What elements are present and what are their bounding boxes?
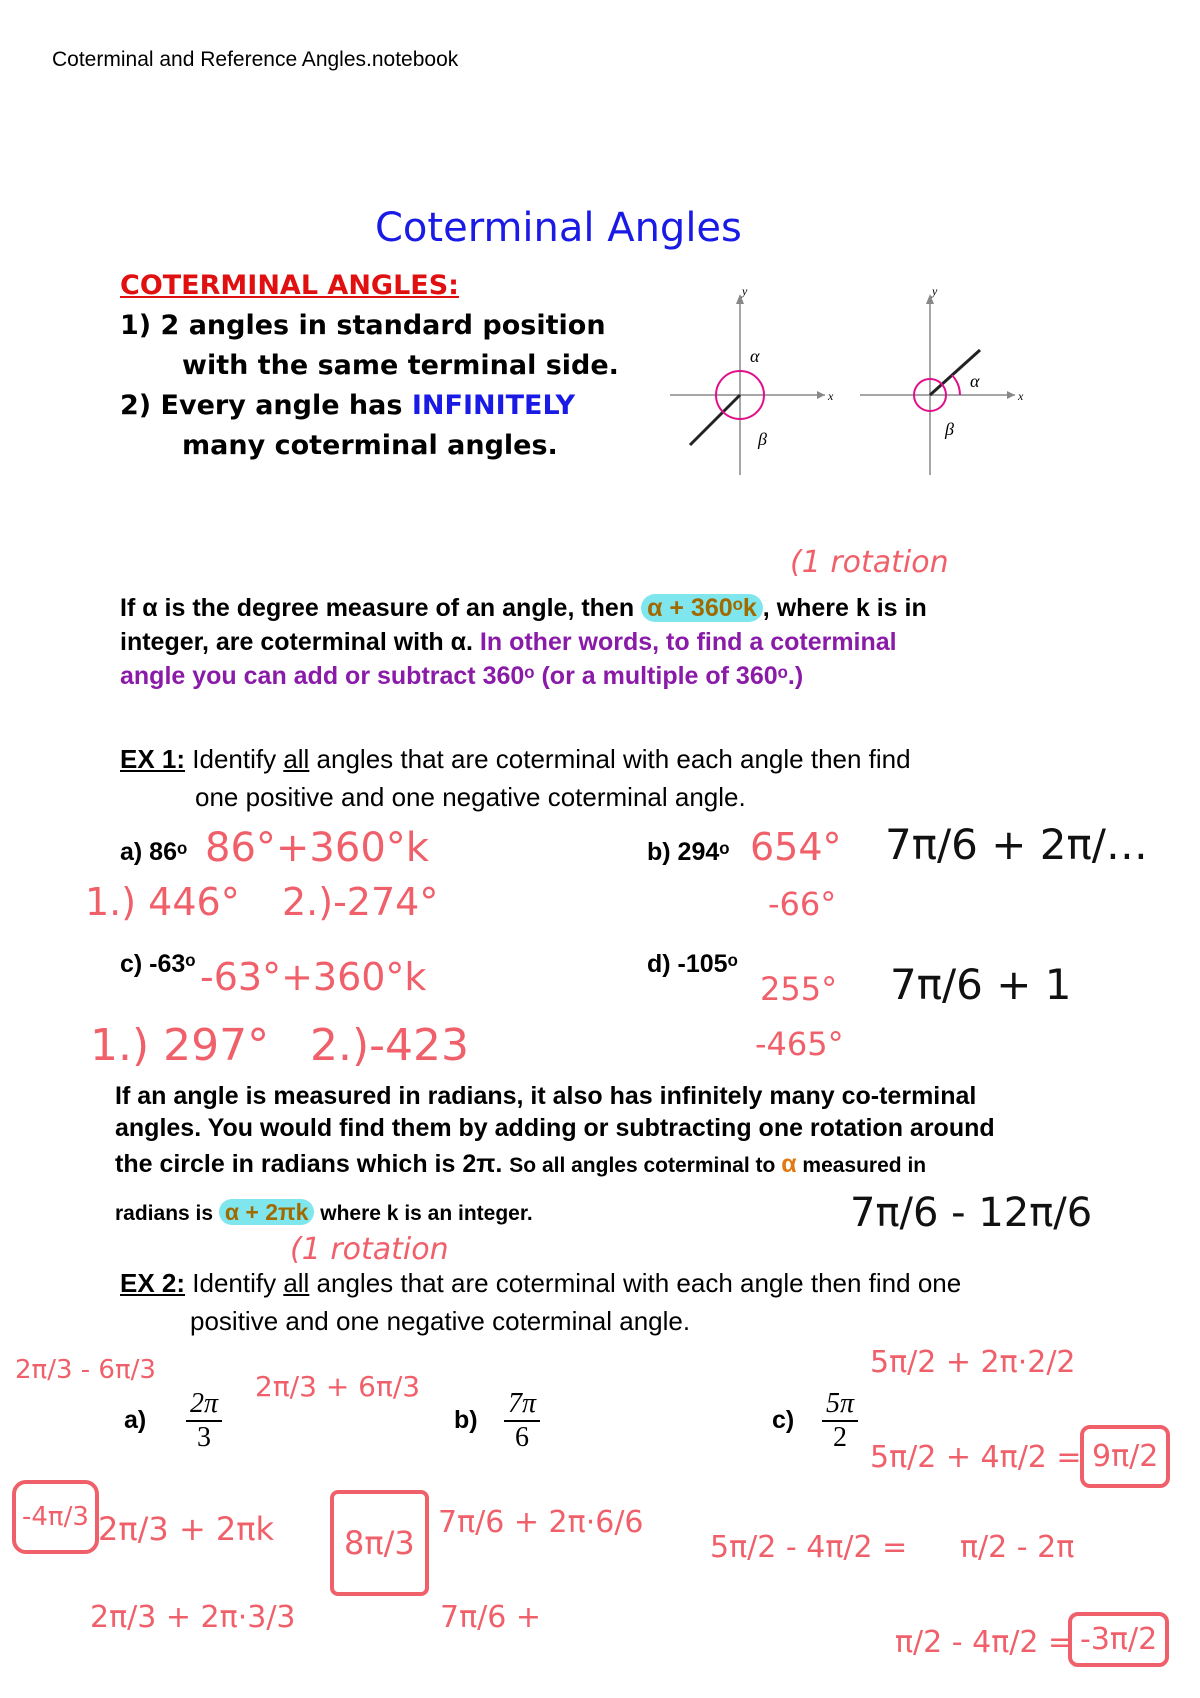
- definition-line1: 1) 2 angles in standard position: [120, 310, 606, 341]
- ex1-item-b: b) 294ᵒ: [647, 838, 730, 866]
- fraction-denominator: 3: [197, 1422, 212, 1453]
- ex2-label: EX 2:: [120, 1268, 186, 1298]
- definition-line3: [120, 390, 575, 421]
- radian-rule-line1: If an angle is measured in radians, it also has infinitely many co-terminal: [115, 1082, 977, 1110]
- ex2-item-a-fraction: [186, 1388, 222, 1454]
- ex2-prompt-line2: positive and one negative coterminal angle.: [190, 1306, 691, 1336]
- handwritten-ex2c-equation5: π/2 - 4π/2 =: [895, 1625, 1074, 1660]
- handwritten-ex1a-negative: 2.)-274°: [282, 880, 439, 924]
- ex2-text: angles that are coterminal with each angle then find one: [309, 1268, 962, 1298]
- handwritten-ex1c-negative: 2.)-423: [310, 1020, 470, 1071]
- ex1-prompt: [120, 744, 911, 775]
- definition-line4: many coterminal angles.: [182, 430, 558, 461]
- handwritten-ex2c-equation3: 5π/2 - 4π/2 =: [710, 1530, 908, 1565]
- alpha-label: α: [750, 346, 760, 366]
- handwritten-ex2c-equation2: 5π/2 + 4π/2 =: [870, 1440, 1082, 1475]
- radian-rule-small: measured in: [796, 1154, 927, 1177]
- ex2-item-b-label: b): [454, 1406, 478, 1434]
- ex1-item-d: d) -105ᵒ: [647, 950, 738, 978]
- beta-label: β: [945, 419, 954, 439]
- diagram-left: [670, 284, 834, 475]
- handwritten-ex2c-negative-boxed: -3π/2: [1068, 1612, 1169, 1667]
- radian-rule-text: where k is an integer.: [314, 1202, 533, 1225]
- definition-heading: [120, 270, 459, 301]
- ex1-item-a: a) 86ᵒ: [120, 838, 188, 866]
- radian-rule-alpha: α: [781, 1150, 797, 1178]
- handwritten-black-note3: 7π/6 - 12π/6: [850, 1190, 1093, 1236]
- handwritten-black-note2: 7π/6 + 1: [890, 960, 1072, 1009]
- x-axis-label: x: [1018, 389, 1024, 403]
- diagram-right: [860, 284, 1024, 475]
- y-axis-label: y: [932, 284, 938, 298]
- handwritten-ex2c-equation4: π/2 - 2π: [960, 1530, 1075, 1565]
- ex2-item-a-label: a): [124, 1406, 147, 1434]
- handwritten-ex1a-positive: 1.) 446°: [85, 880, 240, 924]
- handwritten-black-note1: 7π/6 + 2π/…: [885, 820, 1148, 869]
- coterminal-diagram: [660, 280, 1040, 480]
- ex1-text-underline: all: [283, 744, 310, 774]
- fraction-denominator: 2: [833, 1422, 848, 1453]
- degree-rule-purple: In other words, to find a coterminal: [479, 628, 897, 656]
- ex2-text: Identify: [185, 1268, 284, 1298]
- ex1-label: EX 1:: [120, 744, 186, 774]
- degree-formula-highlight: α + 360ᵒk: [641, 594, 763, 622]
- fraction-numerator: 7π: [504, 1388, 540, 1422]
- degree-rule-line1: [120, 594, 927, 623]
- handwritten-rotation-note-2: (1 rotation: [290, 1232, 449, 1267]
- alpha-label: α: [970, 371, 980, 391]
- handwritten-ex2a-positive-boxed: 8π/3: [330, 1490, 429, 1596]
- degree-rule-text: integer, are coterminal with α.: [120, 628, 480, 656]
- beta-label: β: [758, 429, 767, 449]
- radian-rule-text: the circle in radians which is 2π.: [115, 1150, 510, 1178]
- handwritten-ex1c-equation: -63°+360°k: [200, 955, 427, 999]
- infinitely-text: INFINITELY: [411, 390, 576, 421]
- degree-rule-text: , where k is in: [762, 594, 927, 622]
- ex2-prompt: [120, 1268, 961, 1299]
- handwritten-ex2b-equation: 7π/6 + 2π·6/6: [438, 1505, 644, 1540]
- radian-formula-highlight: α + 2πk: [219, 1199, 315, 1225]
- ex1-text: angles that are coterminal with each angle then find: [309, 744, 911, 774]
- handwritten-ex2a-equation: 2π/3 + 2πk: [98, 1510, 275, 1548]
- notebook-header: Coterminal and Reference Angles.notebook: [52, 48, 459, 71]
- handwritten-ex2b-equation2: 7π/6 +: [440, 1600, 542, 1635]
- handwritten-ex2c-positive-boxed: 9π/2: [1080, 1425, 1170, 1488]
- handwritten-ex1b-positive: 654°: [750, 825, 842, 869]
- fraction-numerator: 2π: [186, 1388, 222, 1422]
- degree-rule-line3: angle you can add or subtract 360ᵒ (or a multiple of 360ᵒ.): [120, 662, 804, 690]
- handwritten-ex2a-negative-boxed: -4π/3: [12, 1480, 99, 1554]
- handwritten-ex1d-positive: 255°: [760, 970, 838, 1008]
- radian-rule-small: So all angles coterminal to: [509, 1154, 782, 1177]
- definition-line2: with the same terminal side.: [182, 350, 619, 381]
- ex1-text: Identify: [185, 744, 284, 774]
- radian-rule-text: radians is: [115, 1202, 219, 1225]
- degree-rule-text: If α is the degree measure of an angle, then: [120, 594, 642, 622]
- degree-rule-line2: [120, 628, 897, 657]
- handwritten-rotation-note: (1 rotation: [790, 545, 949, 580]
- ex2-text-underline: all: [283, 1268, 310, 1298]
- handwritten-ex1a-equation: 86°+360°k: [205, 825, 429, 871]
- fraction-denominator: 6: [515, 1422, 530, 1453]
- ex1-item-c: c) -63ᵒ: [120, 950, 196, 978]
- handwritten-ex2a-top2: 2π/3 + 6π/3: [255, 1370, 421, 1403]
- handwritten-ex1b-negative: -66°: [768, 885, 837, 923]
- ex1-prompt-line2: one positive and one negative coterminal angle.: [195, 782, 746, 812]
- page-title: Coterminal Angles: [375, 205, 742, 251]
- handwritten-ex2a-equation2: 2π/3 + 2π·3/3: [90, 1600, 296, 1635]
- handwritten-ex2a-top: 2π/3 - 6π/3: [15, 1355, 156, 1385]
- x-axis-label: x: [828, 389, 834, 403]
- definition-heading-text: COTERMINAL ANGLES:: [120, 270, 459, 301]
- fraction-numerator: 5π: [822, 1388, 858, 1422]
- ex2-item-c-label: c): [772, 1406, 795, 1434]
- ex2-item-c-fraction: [822, 1388, 858, 1454]
- handwritten-ex1d-negative: -465°: [755, 1025, 844, 1063]
- handwritten-ex1c-positive: 1.) 297°: [90, 1020, 270, 1071]
- definition-line3-text: 2) Every angle has: [120, 390, 412, 421]
- y-axis-label: y: [742, 284, 748, 298]
- radian-rule-line3: [115, 1148, 1115, 1182]
- radian-rule-line2: angles. You would find them by adding or subtracting one rotation around: [115, 1114, 995, 1142]
- ex2-item-b-fraction: [504, 1388, 540, 1454]
- handwritten-ex2c-equation: 5π/2 + 2π·2/2: [870, 1345, 1076, 1380]
